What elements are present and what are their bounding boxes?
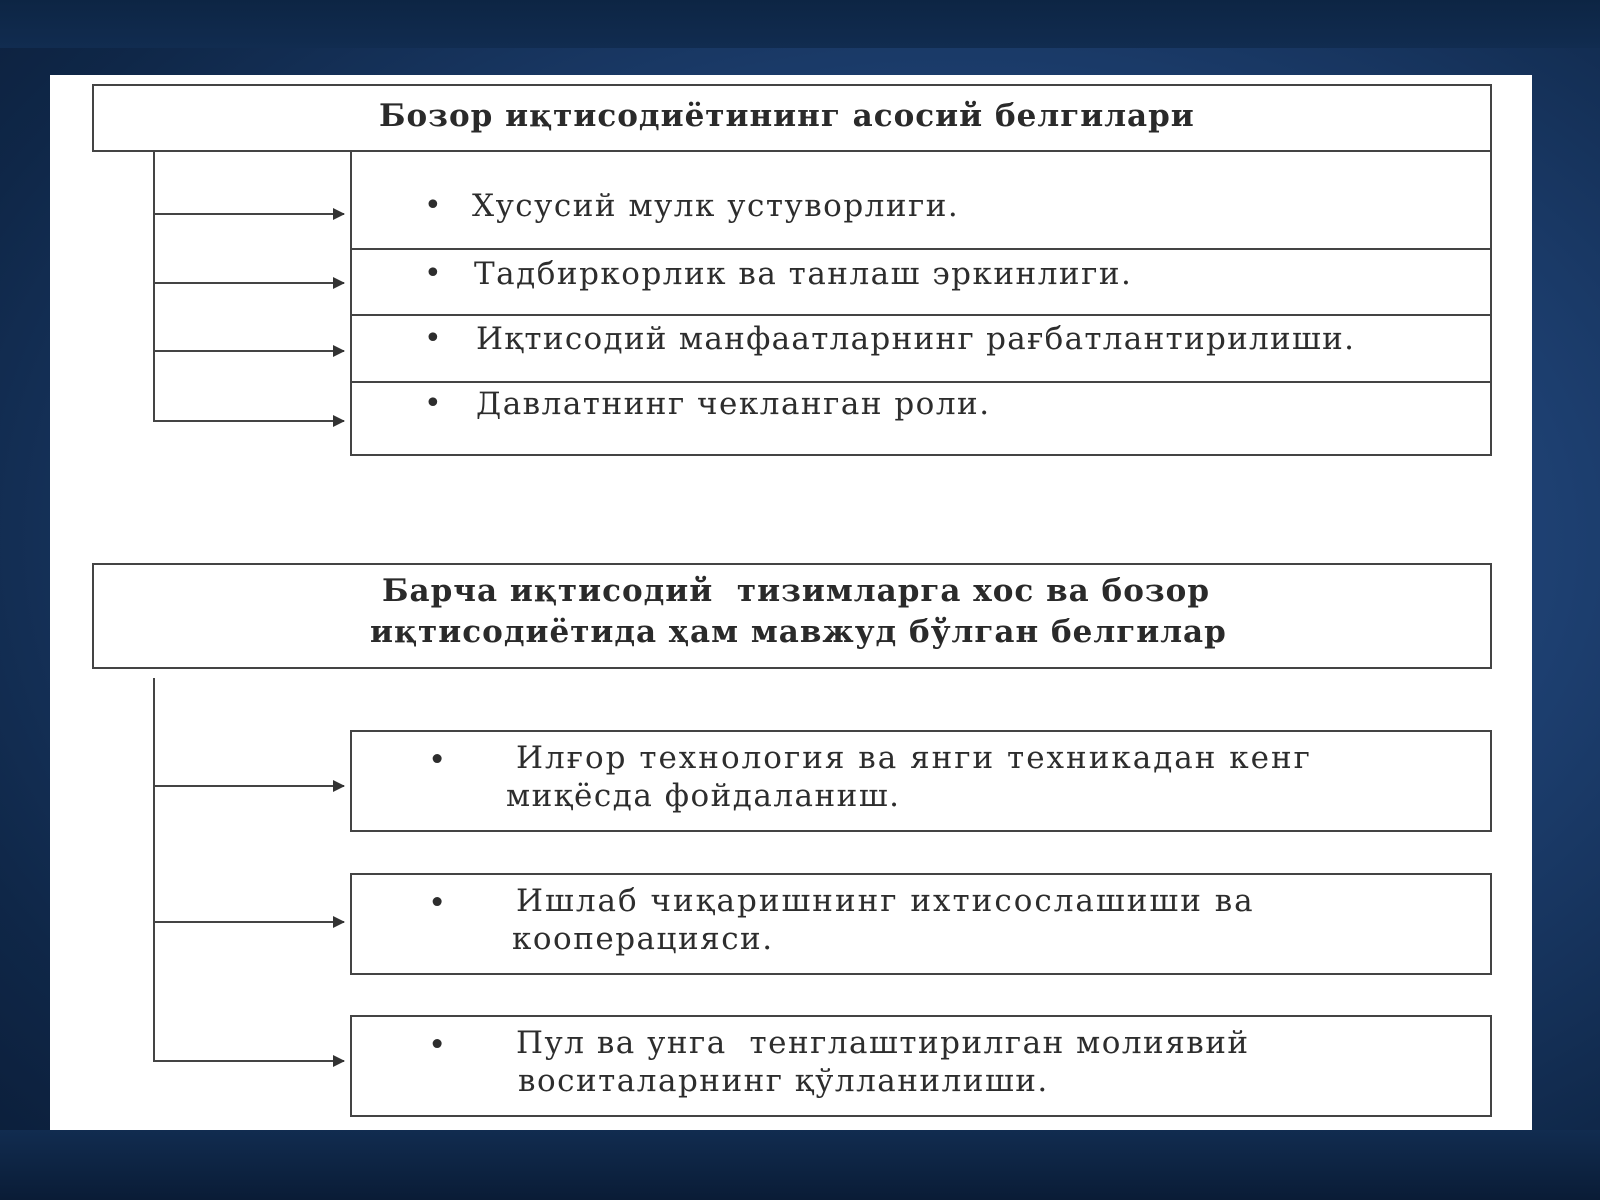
slide bbox=[50, 75, 1532, 1130]
block2-title-line2: иқтисодиётида ҳам мавжуд бўлган белгилар bbox=[370, 614, 1227, 650]
block2-item-3-line2: воситаларнинг қўлланилиши. bbox=[518, 1063, 1049, 1099]
block2-item-1-line2: миқёсда фойдаланиш. bbox=[506, 778, 901, 814]
bullet-icon: • bbox=[424, 386, 444, 421]
block2-item-1-line1: Илғор технология ва янги техникадан кенг bbox=[516, 740, 1312, 776]
block1-title-box bbox=[92, 84, 1492, 152]
block2-item-1-box bbox=[350, 730, 1492, 832]
block2-item-2-line2: кооперацияси. bbox=[512, 921, 774, 957]
bottom-band bbox=[0, 1130, 1600, 1200]
bullet-icon: • bbox=[424, 188, 444, 223]
block1-item-1-text: Хусусий мулк устуворлиги. bbox=[472, 188, 960, 224]
block1-title: Бозор иқтисодиётининг асосий белгилари bbox=[379, 98, 1195, 134]
bullet-icon: • bbox=[428, 742, 448, 778]
top-band bbox=[0, 0, 1600, 48]
block1-items-box bbox=[350, 150, 1492, 456]
block2-item-2-line1: Ишлаб чиқаришнинг ихтисослашиши ва bbox=[516, 883, 1255, 919]
bullet-icon: • bbox=[424, 321, 444, 356]
block1-divider-1 bbox=[352, 248, 1490, 250]
bullet-icon: • bbox=[428, 885, 448, 921]
block1-item-4-text: Давлатнинг чекланган роли. bbox=[476, 386, 991, 422]
block1-item-2-text: Тадбиркорлик ва танлаш эркинлиги. bbox=[474, 256, 1133, 292]
block2-item-3-line1: Пул ва унга тенглаштирилган молиявий bbox=[516, 1025, 1250, 1061]
block2-item-2-box bbox=[350, 873, 1492, 975]
block1-divider-3 bbox=[352, 381, 1490, 383]
bullet-icon: • bbox=[424, 256, 444, 291]
block2-title-line1: Барча иқтисодий тизимларга хос ва бозор bbox=[382, 573, 1211, 609]
block1-item-3-text: Иқтисодий манфаатларнинг рағбатлантирилиши. bbox=[476, 321, 1356, 357]
bullet-icon: • bbox=[428, 1027, 448, 1063]
block2-item-3-box bbox=[350, 1015, 1492, 1117]
block2-title-box bbox=[92, 563, 1492, 669]
block1-divider-2 bbox=[352, 314, 1490, 316]
